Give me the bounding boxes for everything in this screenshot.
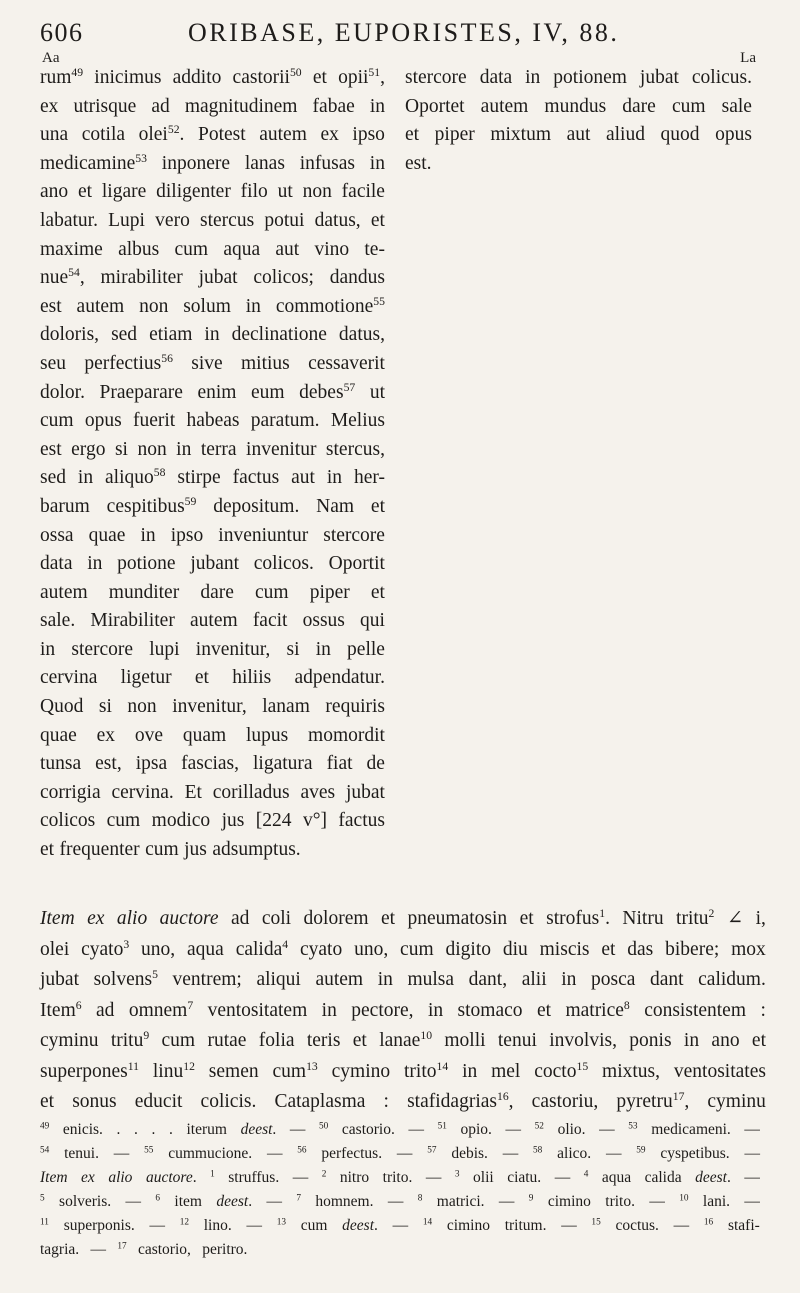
footnotes [40, 1118, 760, 1262]
right-column-line: est. [405, 152, 432, 174]
footnote-line: Item ex alio auctore. $^1$ struffus. — $^2$ nitro trito. — $^3$ olii ciatu. — $^4$ aqua calida deest. — [40, 1169, 760, 1186]
paragraph-line: olei cyato$^3$ uno, aqua calida$^4$ cyato uno, cum digito diu miscis et das bibere; mox [40, 937, 766, 960]
left-column-line: tunsa est, ipsa fascias, ligatura fiat de [40, 753, 385, 775]
left-column-line: cum opus fuerit habeas paratum. Melius [40, 410, 385, 432]
left-column-line: dolor. Praeparare enim eum debes$^{57}$ ut [40, 380, 385, 403]
footnote-line: $^{11}$ superponis. — $^{12}$ lino. — $^{13}$ cum deest. — $^{14}$ cimino tritum. — $^{15}$ coctus. — $^{16}$ stafi- [40, 1217, 760, 1234]
left-column-line: labatur. Lupi vero stercus potui datus, et [40, 209, 385, 231]
left-column-line: corrigia cervina. Et corilladus aves jubat [40, 781, 385, 803]
left-column-line: autem munditer dare cum piper et [40, 581, 385, 603]
running-title: ORIBASE, EUPORISTES, IV, 88. [188, 18, 620, 47]
right-column-siglum: La [740, 50, 756, 66]
left-column-line: est ergo si non in terra invenitur stercus, [40, 438, 385, 460]
left-text-column [40, 64, 385, 865]
left-column-siglum: Aa [42, 50, 60, 66]
paragraph-line: cyminu tritu$^9$ cum rutae folia teris et lanae$^{10}$ molli tenui involvis, ponis in ano et [40, 1028, 766, 1051]
left-column-line: quae ex ove quam lupus momordit [40, 724, 385, 746]
left-column-line: data in potione jubant colicos. Oportit [40, 553, 385, 575]
paragraph-line: Item ex alio auctore ad coli dolorem et pneumatosin et strofus$^1$. Nitru tritu$^2$ ∠ i, [40, 906, 766, 929]
page-header [40, 18, 760, 58]
left-column-line: medicamine$^{53}$ inponere lanas infusas in [40, 151, 385, 174]
left-column-line: cervina ligetur et hiliis adpendatur. [40, 667, 385, 689]
left-column-line: est autem non solum in commotione$^{55}$ [40, 294, 385, 317]
left-column-line: ex utrisque ad magnitudinem fabae in [40, 95, 385, 117]
left-column-line: rum$^{49}$ inicimus addito castorii$^{50}$ et opii$^{51}$, [40, 65, 385, 88]
right-column-line: stercore data in potionem jubat colicus. [405, 67, 752, 88]
left-column-line: ossa quae in ipso inveniuntur stercore [40, 524, 385, 546]
right-column-line: Oportet autem mundus dare cum sale [405, 95, 752, 117]
page-number: 606 [40, 18, 84, 47]
left-column-line: in stercore lupi invenitur, si in pelle [40, 638, 385, 660]
paragraph-line: superpones$^{11}$ linu$^{12}$ semen cum$^{13}$ cymino trito$^{14}$ in mel cocto$^{15}$ mixtus, ventositates [40, 1059, 766, 1082]
left-column-line: sale. Mirabiliter autem facit ossus qui [40, 610, 385, 632]
left-column-line: nue$^{54}$, mirabiliter jubat colicos; dandus [40, 266, 385, 289]
footnote-line: $^5$ solveris. — $^6$ item deest. — $^7$ homnem. — $^8$ matrici. — $^9$ cimino trito. — $^{10}$ lani. — [40, 1193, 760, 1210]
footnote-line: $^{54}$ tenui. — $^{55}$ cummucione. — $^{56}$ perfectus. — $^{57}$ debis. — $^{58}$ alico. — $^{59}$ cyspetibus. — [40, 1145, 760, 1162]
left-column-line: Quod si non invenitur, lanam requiris [40, 696, 385, 718]
full-width-paragraph [40, 904, 766, 1118]
paragraph-line: et sonus educit colicis. Cataplasma : stafidagrias$^{16}$, castoriu, pyretru$^{17}$, cyminu [40, 1089, 766, 1112]
right-text-column [405, 64, 752, 178]
left-column-line: ano et ligare diligenter filo ut non facile [40, 181, 385, 203]
left-column-line: una cotila olei$^{52}$. Potest autem ex ipso [40, 123, 385, 146]
left-column-line: barum cespitibus$^{59}$ depositum. Nam et [40, 494, 385, 517]
footnote-line: $^{49}$ enicis. . . . . iterum deest. — $^{50}$ castorio. — $^{51}$ opio. — $^{52}$ olio. — $^{53}$ medicameni. — [40, 1121, 760, 1138]
left-column-line: colicos cum modico jus [224 v°] factus [40, 810, 385, 832]
left-column-line: seu perfectius$^{56}$ sive mitius cessaverit [40, 351, 385, 374]
paragraph-line: Item$^6$ ad omnem$^7$ ventositatem in pectore, in stomaco et matrice$^8$ consistentem : [40, 998, 766, 1021]
footnote-line: tagria. — $^{17}$ castorio, peritro. [40, 1241, 248, 1258]
right-column-line: et piper mixtum aut aliud quod opus [405, 124, 752, 146]
paragraph-line: jubat solvens$^5$ ventrem; aliqui autem in mulsa dant, alii in posca dant calidum. [40, 967, 766, 990]
left-column-line: doloris, sed etiam in declinatione datus, [40, 324, 385, 346]
left-column-line: et frequenter cum jus adsumptus. [40, 839, 301, 861]
left-column-line: maxime albus cum aqua aut vino te- [40, 238, 385, 260]
left-column-line: sed in aliquo$^{58}$ stirpe factus aut in her- [40, 466, 385, 489]
